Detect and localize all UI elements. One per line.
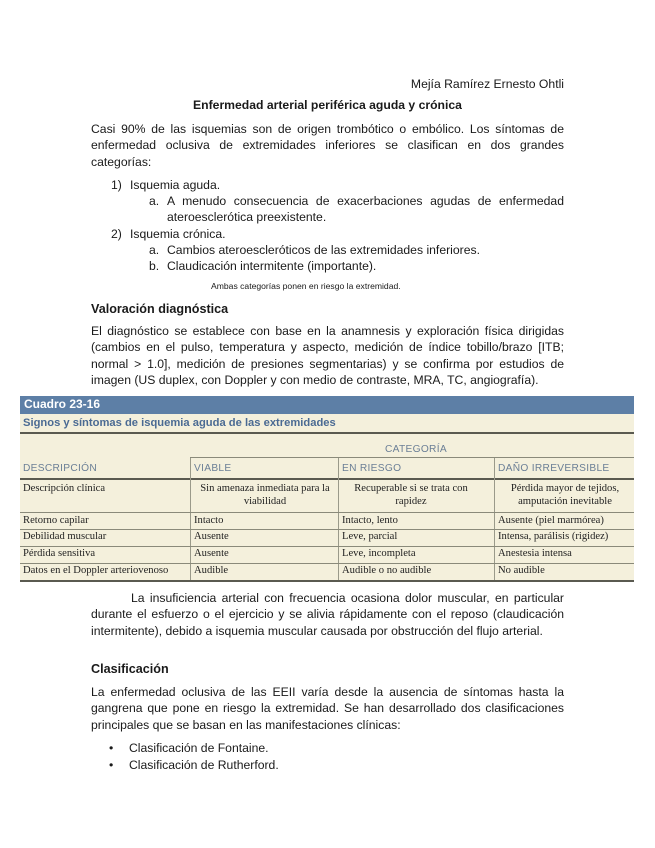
classification-paragraph: La enfermedad oclusiva de las EEII varía desde la ausencia de síntomas hasta la gangrena que pone en riesgo la extremidad. Se han desarrollado dos clasificaciones principales que se basan en las manifestaciones clínicas:	[91, 685, 564, 732]
table-cell: Leve, parcial	[342, 531, 398, 542]
column-header-at-risk: EN RIESGO	[342, 463, 402, 474]
table-cell: Audible o no audible	[342, 565, 432, 576]
sublist-letter: a.	[149, 243, 160, 257]
list-item-label: Isquemia aguda.	[130, 178, 221, 192]
sublist-letter: a.	[149, 194, 160, 208]
column-header-viable: VIABLE	[194, 463, 232, 474]
table-label: Cuadro 23-16	[24, 397, 101, 411]
intro-paragraph: Casi 90% de las isquemias son de origen trombótico o embólico. Los síntomas de enfermedad oclusiva de extremidades inferiores se clasifican en dos grandes categorías:	[91, 122, 564, 169]
table-rule	[20, 563, 634, 564]
table-cell: Sin amenaza inmediata para la viabilidad	[200, 483, 330, 507]
bullet-item: Clasificación de Rutherford.	[129, 758, 279, 772]
table-cell: Leve, incompleta	[342, 548, 416, 559]
section-heading: Clasificación	[91, 662, 169, 676]
bullet: •	[109, 741, 114, 755]
table-rule	[20, 478, 634, 480]
list-item-label: Isquemia crónica.	[130, 227, 226, 241]
table-cell: Datos en el Doppler arteriovenoso	[23, 565, 169, 576]
table-cell: Ausente (piel marmórea)	[498, 515, 604, 526]
small-note: Ambas categorías ponen en riesgo la extremidad.	[211, 281, 401, 291]
table-cell: Ausente	[194, 531, 229, 542]
table-cell: Pérdida mayor de tejidos, amputación inevitable	[510, 483, 620, 507]
bullet-item: Clasificación de Fontaine.	[129, 741, 269, 755]
table-cell: Intensa, parálisis (rigidez)	[498, 531, 609, 542]
table-cell: Descripción clínica	[23, 483, 106, 494]
page-title: Enfermedad arterial periférica aguda y crónica	[193, 98, 462, 112]
table-rule	[20, 580, 634, 582]
list-number: 1)	[111, 178, 122, 192]
table-cell: Ausente	[194, 548, 229, 559]
column-header-description: DESCRIPCIÓN	[23, 463, 98, 474]
table-rule	[20, 432, 634, 434]
bullet: •	[109, 758, 114, 772]
table-cell: No audible	[498, 565, 545, 576]
table-cell: Intacto, lento	[342, 515, 398, 526]
table-cell: Audible	[194, 565, 229, 576]
table-cell: Debilidad muscular	[23, 531, 107, 542]
diagnosis-paragraph: El diagnóstico se establece con base en la anamnesis y exploración física dirigidas (cambios en el pulso, temperatura y aspecto, medición de índice tobillo/brazo [ITB; normal > 1.0], medición de presiones segmentarias) y se confirma por estudios de imagen (US duplex, con Doppler y con medio de contraste, MRA, TC, angiografía).	[91, 324, 564, 387]
section-heading: Valoración diagnóstica	[91, 302, 229, 316]
table-label-bar	[20, 396, 634, 414]
clinical-table	[20, 396, 634, 582]
table-cell: Retorno capilar	[23, 515, 89, 526]
table-cell: Intacto	[194, 515, 224, 526]
author-name: Mejía Ramírez Ernesto Ohtli	[410, 77, 564, 91]
sublist-item: Claudicación intermitente (importante).	[167, 259, 377, 273]
table-caption: Signos y síntomas de isquemia aguda de las extremidades	[23, 417, 336, 429]
category-group-header: CATEGORÍA	[385, 444, 447, 455]
table-cell: Pérdida sensitiva	[23, 548, 96, 559]
sublist-letter: b.	[149, 259, 160, 273]
table-rule	[20, 546, 634, 547]
table-rule	[20, 529, 634, 530]
sublist-item: A menudo consecuencia de exacerbaciones agudas de enfermedad ateroesclerótica preexistente.	[167, 194, 564, 225]
table-rule	[20, 512, 634, 513]
table-rule	[190, 457, 634, 458]
column-header-irreversible: DAÑO IRREVERSIBLE	[498, 463, 610, 474]
list-number: 2)	[111, 227, 122, 241]
table-cell: Anestesia intensa	[498, 548, 572, 559]
table-cell: Recuperable si se trata con rapidez	[354, 483, 468, 507]
insufficiency-paragraph: La insuficiencia arterial con frecuencia ocasiona dolor muscular, en particular durante el esfuerzo o el ejercicio y se alivia rápidamente con el reposo (claudicación intermitente), debido a isquemia muscular causada por obstrucción del flujo arterial.	[91, 591, 564, 638]
sublist-item: Cambios ateroescleróticos de las extremidades inferiores.	[167, 243, 480, 257]
